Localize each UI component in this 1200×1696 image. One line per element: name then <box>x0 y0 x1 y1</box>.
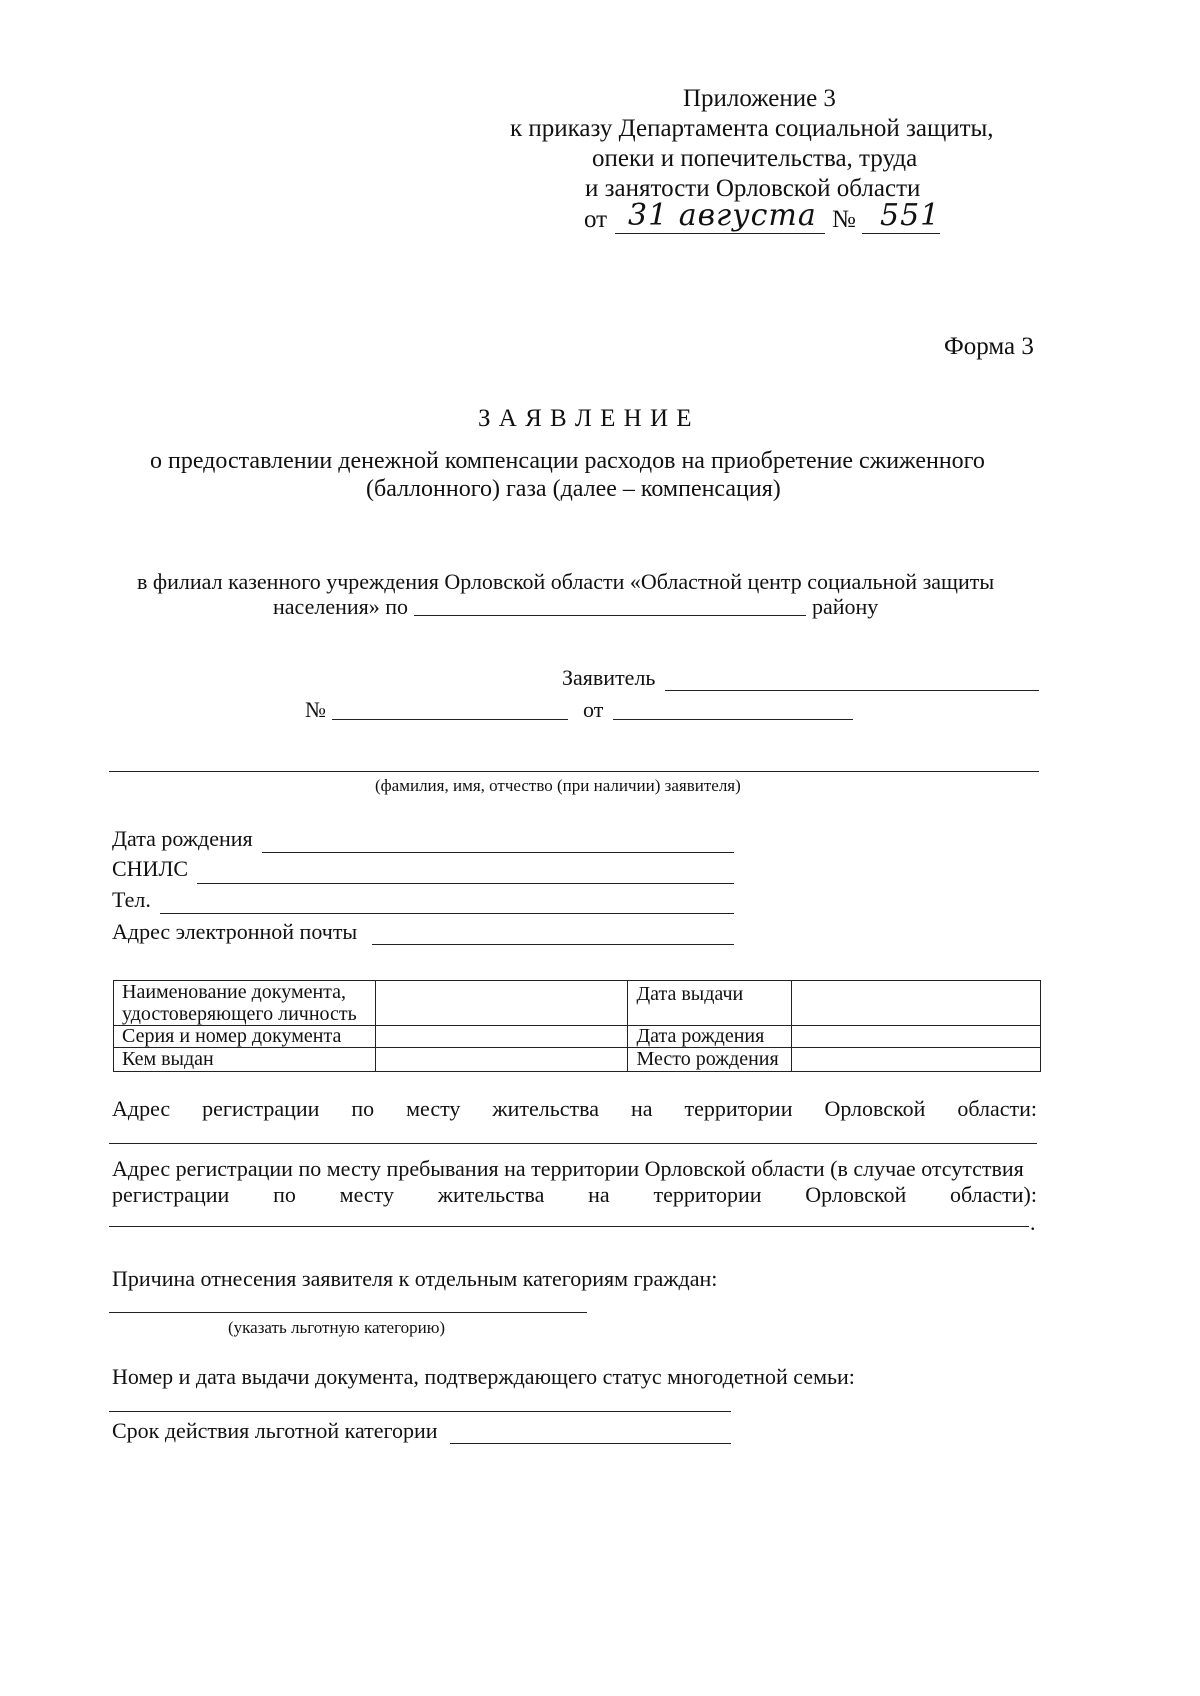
appendix-title: Приложение 3 <box>683 85 836 112</box>
snils-label: СНИЛС <box>112 856 189 881</box>
order-line-2: опеки и попечительства, труда <box>592 145 918 172</box>
doc-name-cell[interactable] <box>375 981 628 1026</box>
applicant-date-field[interactable] <box>613 719 853 720</box>
issue-date-cell[interactable] <box>792 981 1041 1026</box>
applicant-number-field[interactable] <box>332 719 568 720</box>
order-date-underline <box>615 233 825 234</box>
registration-address-label: Адрес регистрации по месту жительства на территории Орловской области: <box>112 1096 1037 1121</box>
order-number-label: № <box>832 206 856 233</box>
phone-field[interactable] <box>160 913 734 914</box>
stay-address-line-2: регистрации по месту жительства на территории Орловской области): <box>112 1182 1037 1207</box>
series-number-cell[interactable] <box>375 1026 628 1048</box>
birth-place-label: Место рождения <box>628 1048 792 1072</box>
applicant-fio-field[interactable] <box>109 771 1039 772</box>
document-subtitle-line-1: о предоставлении денежной компенсации расходов на приобретение сжиженного <box>150 448 985 474</box>
validity-label: Срок действия льготной категории <box>112 1418 438 1443</box>
doc-birth-date-cell[interactable] <box>792 1026 1041 1048</box>
order-line-1: к приказу Департамента социальной защиты, <box>510 115 994 142</box>
identity-document-table <box>113 980 1041 1072</box>
birth-date-label: Дата рождения <box>112 826 253 851</box>
order-line-3: и занятости Орловской области <box>585 175 921 202</box>
form-label: Форма 3 <box>944 333 1034 360</box>
order-date-handwritten: 31 августа <box>628 198 817 233</box>
birth-date-field[interactable] <box>262 852 734 853</box>
registration-address-field[interactable] <box>109 1143 1037 1144</box>
reason-field[interactable] <box>109 1312 587 1313</box>
doc-birth-date-label: Дата рождения <box>628 1026 792 1048</box>
district-field[interactable] <box>414 615 806 616</box>
document-subtitle-line-2: (баллонного) газа (далее – компенсация) <box>366 476 781 502</box>
stay-address-line-1: Адрес регистрации по месту пребывания на территории Орловской области (в случае отсутствия <box>112 1156 1024 1181</box>
applicant-label: Заявитель <box>562 665 656 690</box>
order-number-handwritten: 551 <box>880 198 941 233</box>
doc-name-label: Наименование документа, удостоверяющего личность <box>114 981 376 1026</box>
applicant-fio-caption: (фамилия, имя, отчество (при наличии) заявителя) <box>375 776 741 795</box>
issued-by-cell[interactable] <box>375 1048 628 1072</box>
order-date-label: от <box>584 206 608 233</box>
issue-date-label: Дата выдачи <box>628 981 792 1026</box>
branch-line-1: в филиал казенного учреждения Орловской области «Областной центр социальной защиты <box>137 569 995 594</box>
reason-caption: (указать льготную категорию) <box>228 1318 446 1337</box>
applicant-number-label: № <box>305 697 326 722</box>
reason-label: Причина отнесения заявителя к отдельным категориям граждан: <box>112 1266 718 1291</box>
email-field[interactable] <box>372 944 734 945</box>
phone-label: Тел. <box>112 887 151 912</box>
birth-place-cell[interactable] <box>792 1048 1041 1072</box>
order-number-underline <box>862 233 940 234</box>
series-number-label: Серия и номер документа <box>114 1026 376 1048</box>
large-family-label: Номер и дата выдачи документа, подтверждающего статус многодетной семьи: <box>112 1364 855 1389</box>
stay-address-field[interactable] <box>109 1226 1029 1227</box>
branch-line-2-prefix: населения» по <box>273 594 409 619</box>
document-title: З А Я В Л Е Н И Е <box>478 405 693 432</box>
issued-by-label: Кем выдан <box>114 1048 376 1072</box>
large-family-field[interactable] <box>109 1411 731 1412</box>
applicant-from-label: от <box>583 697 604 722</box>
email-label: Адрес электронной почты <box>112 919 358 944</box>
stay-address-period: . <box>1030 1210 1036 1235</box>
snils-field[interactable] <box>197 883 734 884</box>
branch-line-2-suffix: району <box>812 594 879 619</box>
applicant-field[interactable] <box>665 690 1039 691</box>
validity-field[interactable] <box>450 1443 731 1444</box>
